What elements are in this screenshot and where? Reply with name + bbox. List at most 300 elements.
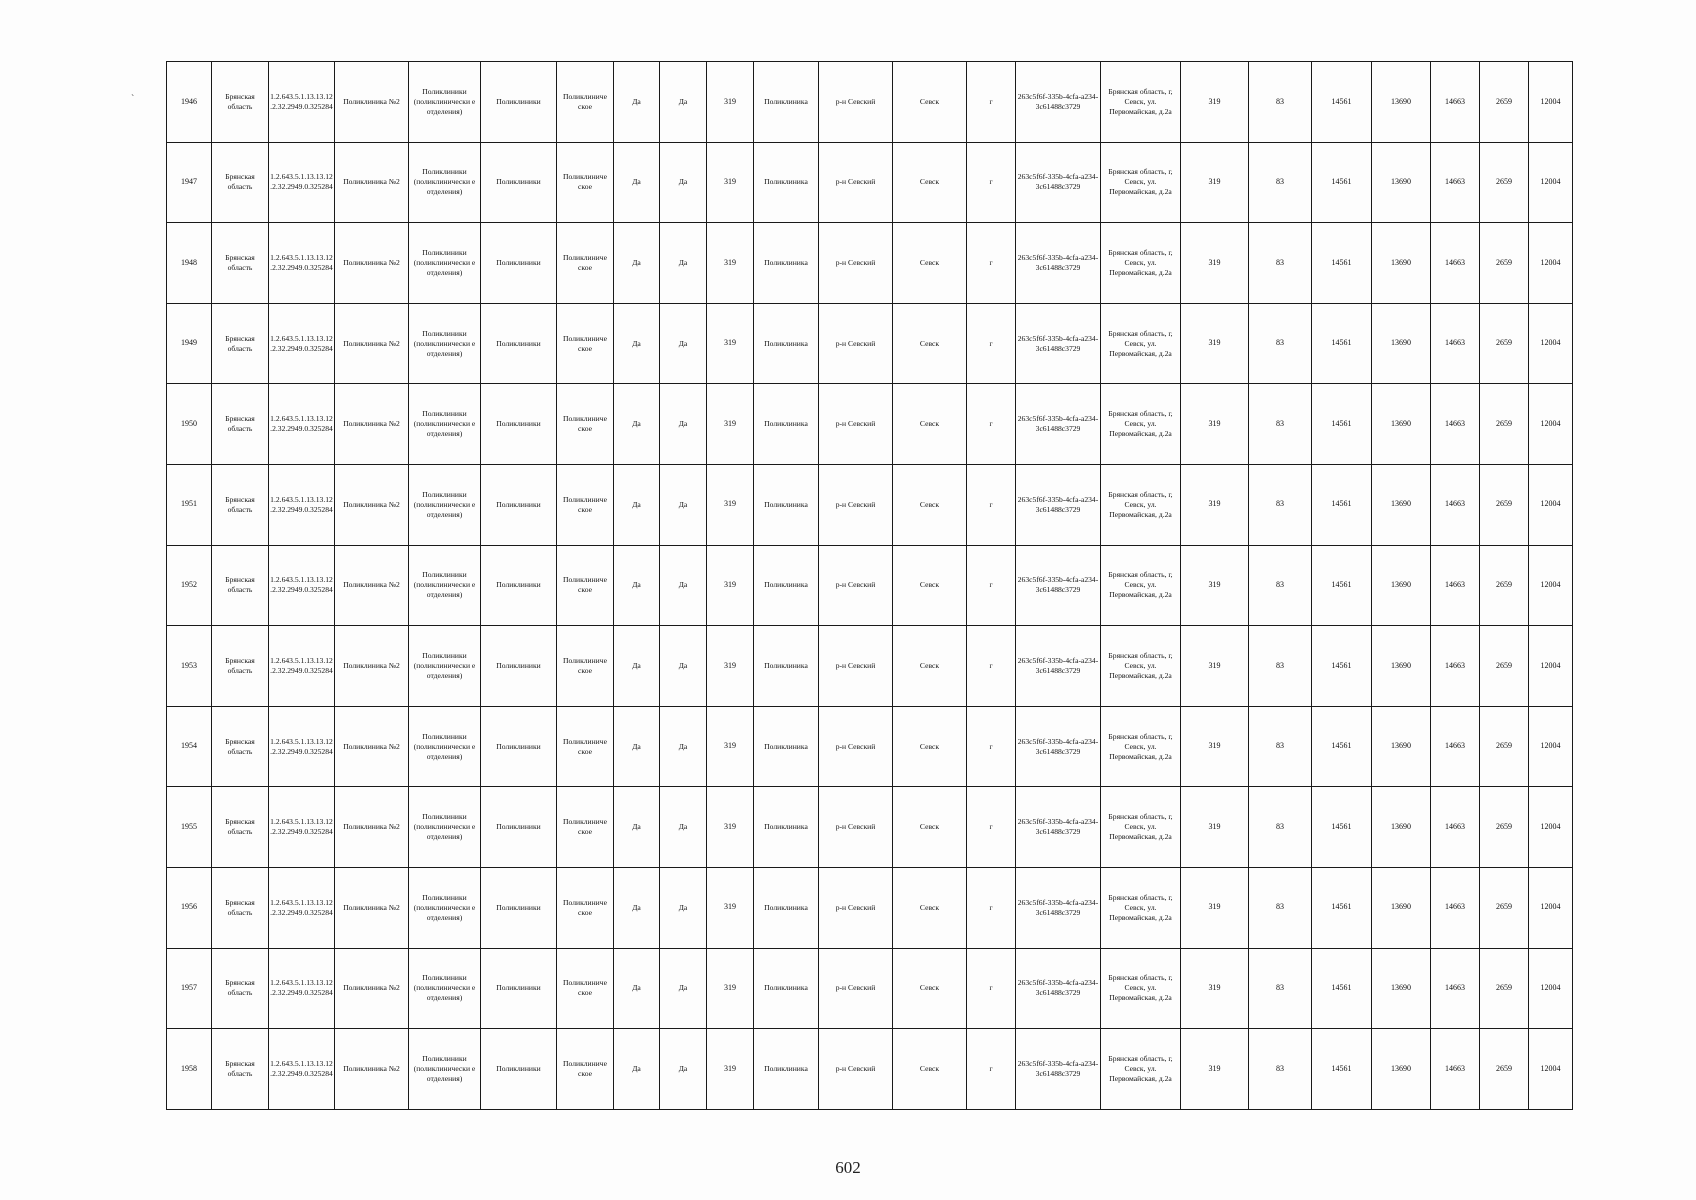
cell-v4: 13690 [1372, 223, 1431, 304]
cell-v6: 2659 [1480, 303, 1529, 384]
cell-short-name: Поликлиника №2 [335, 464, 409, 545]
cell-oid: 1.2.643.5.1.13.13.12.2.32.2949.0.325284 [269, 62, 335, 143]
cell-row-no: 1946 [167, 62, 212, 143]
cell-short-name: Поликлиника №2 [335, 787, 409, 868]
cell-flag-a: Да [614, 545, 660, 626]
cell-v6: 2659 [1480, 142, 1529, 223]
cell-city: Севск [893, 303, 967, 384]
cell-v5: 14663 [1431, 62, 1480, 143]
cell-v1: 319 [1181, 142, 1249, 223]
cell-v4: 13690 [1372, 62, 1431, 143]
cell-region: Брянская область [212, 142, 269, 223]
cell-city: Севск [893, 626, 967, 707]
cell-category: Поликлиниче ское [557, 303, 614, 384]
cell-code: 319 [707, 142, 754, 223]
cell-city: Севск [893, 464, 967, 545]
cell-full-name: Поликлиники (поликлинически е отделения) [409, 787, 481, 868]
table-row [167, 223, 1573, 304]
cell-v1: 319 [1181, 706, 1249, 787]
cell-short-name: Поликлиника №2 [335, 142, 409, 223]
cell-locality-type: г [967, 545, 1016, 626]
cell-locality-type: г [967, 303, 1016, 384]
cell-type: Поликлиники [481, 948, 557, 1029]
cell-type: Поликлиники [481, 867, 557, 948]
cell-v3: 14561 [1312, 948, 1372, 1029]
cell-full-name: Поликлиники (поликлинически е отделения) [409, 142, 481, 223]
cell-kind: Поликлиника [754, 706, 819, 787]
cell-flag-a: Да [614, 867, 660, 948]
cell-v4: 13690 [1372, 1029, 1431, 1110]
cell-code: 319 [707, 384, 754, 465]
cell-address: Брянская область, г, Севск, ул. Первомайская, д.2а [1101, 626, 1181, 707]
cell-v6: 2659 [1480, 545, 1529, 626]
cell-v6: 2659 [1480, 626, 1529, 707]
cell-city: Севск [893, 142, 967, 223]
cell-flag-b: Да [660, 787, 707, 868]
cell-address: Брянская область, г, Севск, ул. Первомайская, д.2а [1101, 867, 1181, 948]
cell-v7: 12004 [1529, 384, 1573, 465]
cell-v7: 12004 [1529, 464, 1573, 545]
cell-locality-type: г [967, 626, 1016, 707]
cell-v2: 83 [1249, 948, 1312, 1029]
cell-region: Брянская область [212, 948, 269, 1029]
cell-type: Поликлиники [481, 626, 557, 707]
table-row [167, 384, 1573, 465]
cell-flag-a: Да [614, 787, 660, 868]
cell-short-name: Поликлиника №2 [335, 62, 409, 143]
cell-v5: 14663 [1431, 706, 1480, 787]
cell-flag-a: Да [614, 303, 660, 384]
cell-code: 319 [707, 626, 754, 707]
cell-oid: 1.2.643.5.1.13.13.12.2.32.2949.0.325284 [269, 787, 335, 868]
cell-v2: 83 [1249, 706, 1312, 787]
cell-locality-type: г [967, 948, 1016, 1029]
cell-type: Поликлиники [481, 1029, 557, 1110]
cell-v6: 2659 [1480, 867, 1529, 948]
cell-flag-b: Да [660, 464, 707, 545]
cell-v2: 83 [1249, 142, 1312, 223]
cell-address: Брянская область, г, Севск, ул. Первомайская, д.2а [1101, 142, 1181, 223]
cell-district: р-н Севский [819, 948, 893, 1029]
cell-v6: 2659 [1480, 464, 1529, 545]
cell-v2: 83 [1249, 787, 1312, 868]
cell-kind: Поликлиника [754, 223, 819, 304]
cell-v4: 13690 [1372, 464, 1431, 545]
cell-category: Поликлиниче ское [557, 464, 614, 545]
cell-v2: 83 [1249, 867, 1312, 948]
table-row [167, 787, 1573, 868]
cell-v7: 12004 [1529, 948, 1573, 1029]
table-row [167, 545, 1573, 626]
cell-v1: 319 [1181, 787, 1249, 868]
cell-v7: 12004 [1529, 706, 1573, 787]
cell-v5: 14663 [1431, 384, 1480, 465]
cell-v6: 2659 [1480, 223, 1529, 304]
cell-v1: 319 [1181, 384, 1249, 465]
cell-v5: 14663 [1431, 464, 1480, 545]
cell-oid: 1.2.643.5.1.13.13.12.2.32.2949.0.325284 [269, 867, 335, 948]
cell-v2: 83 [1249, 1029, 1312, 1110]
cell-guid: 263c5f6f-335b-4cfa-a234-3c61488c3729 [1016, 948, 1101, 1029]
cell-region: Брянская область [212, 626, 269, 707]
cell-v4: 13690 [1372, 706, 1431, 787]
cell-flag-a: Да [614, 706, 660, 787]
cell-short-name: Поликлиника №2 [335, 223, 409, 304]
cell-v7: 12004 [1529, 142, 1573, 223]
cell-district: р-н Севский [819, 464, 893, 545]
cell-oid: 1.2.643.5.1.13.13.12.2.32.2949.0.325284 [269, 384, 335, 465]
cell-category: Поликлиниче ское [557, 384, 614, 465]
cell-v2: 83 [1249, 545, 1312, 626]
cell-v6: 2659 [1480, 384, 1529, 465]
registry-body [167, 62, 1573, 1110]
cell-full-name: Поликлиники (поликлинически е отделения) [409, 545, 481, 626]
cell-v7: 12004 [1529, 626, 1573, 707]
cell-row-no: 1950 [167, 384, 212, 465]
table-row [167, 867, 1573, 948]
cell-flag-b: Да [660, 223, 707, 304]
cell-region: Брянская область [212, 464, 269, 545]
cell-v1: 319 [1181, 464, 1249, 545]
cell-flag-b: Да [660, 867, 707, 948]
cell-row-no: 1949 [167, 303, 212, 384]
cell-row-no: 1954 [167, 706, 212, 787]
cell-region: Брянская область [212, 787, 269, 868]
cell-v7: 12004 [1529, 303, 1573, 384]
cell-v6: 2659 [1480, 787, 1529, 868]
cell-oid: 1.2.643.5.1.13.13.12.2.32.2949.0.325284 [269, 626, 335, 707]
cell-full-name: Поликлиники (поликлинически е отделения) [409, 948, 481, 1029]
table-row [167, 464, 1573, 545]
cell-city: Севск [893, 384, 967, 465]
cell-v2: 83 [1249, 464, 1312, 545]
cell-address: Брянская область, г, Севск, ул. Первомайская, д.2а [1101, 384, 1181, 465]
cell-flag-a: Да [614, 142, 660, 223]
cell-district: р-н Севский [819, 867, 893, 948]
cell-v4: 13690 [1372, 303, 1431, 384]
cell-full-name: Поликлиники (поликлинически е отделения) [409, 384, 481, 465]
cell-locality-type: г [967, 464, 1016, 545]
cell-v1: 319 [1181, 62, 1249, 143]
cell-guid: 263c5f6f-335b-4cfa-a234-3c61488c3729 [1016, 223, 1101, 304]
cell-v3: 14561 [1312, 545, 1372, 626]
cell-code: 319 [707, 223, 754, 304]
cell-v5: 14663 [1431, 223, 1480, 304]
cell-short-name: Поликлиника №2 [335, 948, 409, 1029]
cell-oid: 1.2.643.5.1.13.13.12.2.32.2949.0.325284 [269, 1029, 335, 1110]
cell-kind: Поликлиника [754, 626, 819, 707]
cell-short-name: Поликлиника №2 [335, 384, 409, 465]
cell-oid: 1.2.643.5.1.13.13.12.2.32.2949.0.325284 [269, 948, 335, 1029]
cell-region: Брянская область [212, 223, 269, 304]
cell-v6: 2659 [1480, 706, 1529, 787]
cell-v5: 14663 [1431, 948, 1480, 1029]
cell-address: Брянская область, г, Севск, ул. Первомайская, д.2а [1101, 1029, 1181, 1110]
cell-locality-type: г [967, 384, 1016, 465]
cell-code: 319 [707, 1029, 754, 1110]
cell-code: 319 [707, 948, 754, 1029]
cell-row-no: 1955 [167, 787, 212, 868]
cell-type: Поликлиники [481, 223, 557, 304]
cell-v1: 319 [1181, 626, 1249, 707]
table-row [167, 626, 1573, 707]
cell-v7: 12004 [1529, 62, 1573, 143]
cell-guid: 263c5f6f-335b-4cfa-a234-3c61488c3729 [1016, 545, 1101, 626]
cell-address: Брянская область, г, Севск, ул. Первомайская, д.2а [1101, 545, 1181, 626]
cell-code: 319 [707, 787, 754, 868]
cell-region: Брянская область [212, 867, 269, 948]
cell-flag-a: Да [614, 62, 660, 143]
cell-v4: 13690 [1372, 787, 1431, 868]
cell-oid: 1.2.643.5.1.13.13.12.2.32.2949.0.325284 [269, 303, 335, 384]
cell-oid: 1.2.643.5.1.13.13.12.2.32.2949.0.325284 [269, 142, 335, 223]
cell-v5: 14663 [1431, 1029, 1480, 1110]
cell-v3: 14561 [1312, 303, 1372, 384]
cell-locality-type: г [967, 62, 1016, 143]
cell-v4: 13690 [1372, 384, 1431, 465]
cell-category: Поликлиниче ское [557, 948, 614, 1029]
cell-v2: 83 [1249, 303, 1312, 384]
cell-v6: 2659 [1480, 948, 1529, 1029]
cell-locality-type: г [967, 142, 1016, 223]
cell-region: Брянская область [212, 706, 269, 787]
cell-flag-a: Да [614, 464, 660, 545]
cell-address: Брянская область, г, Севск, ул. Первомайская, д.2а [1101, 948, 1181, 1029]
cell-city: Севск [893, 787, 967, 868]
cell-v2: 83 [1249, 384, 1312, 465]
cell-v5: 14663 [1431, 545, 1480, 626]
cell-district: р-н Севский [819, 303, 893, 384]
cell-v3: 14561 [1312, 1029, 1372, 1110]
cell-locality-type: г [967, 1029, 1016, 1110]
cell-v7: 12004 [1529, 1029, 1573, 1110]
cell-row-no: 1947 [167, 142, 212, 223]
cell-locality-type: г [967, 787, 1016, 868]
cell-v6: 2659 [1480, 1029, 1529, 1110]
cell-district: р-н Севский [819, 706, 893, 787]
cell-guid: 263c5f6f-335b-4cfa-a234-3c61488c3729 [1016, 384, 1101, 465]
cell-short-name: Поликлиника №2 [335, 303, 409, 384]
cell-flag-a: Да [614, 626, 660, 707]
cell-v5: 14663 [1431, 787, 1480, 868]
cell-category: Поликлиниче ское [557, 626, 614, 707]
cell-city: Севск [893, 867, 967, 948]
cell-flag-b: Да [660, 303, 707, 384]
cell-address: Брянская область, г, Севск, ул. Первомайская, д.2а [1101, 62, 1181, 143]
cell-city: Севск [893, 706, 967, 787]
cell-flag-b: Да [660, 545, 707, 626]
cell-v3: 14561 [1312, 384, 1372, 465]
cell-type: Поликлиники [481, 62, 557, 143]
cell-flag-b: Да [660, 948, 707, 1029]
cell-oid: 1.2.643.5.1.13.13.12.2.32.2949.0.325284 [269, 464, 335, 545]
cell-flag-a: Да [614, 223, 660, 304]
cell-address: Брянская область, г, Севск, ул. Первомайская, д.2а [1101, 787, 1181, 868]
cell-oid: 1.2.643.5.1.13.13.12.2.32.2949.0.325284 [269, 223, 335, 304]
cell-v7: 12004 [1529, 545, 1573, 626]
cell-v4: 13690 [1372, 867, 1431, 948]
cell-category: Поликлиниче ское [557, 62, 614, 143]
cell-city: Севск [893, 948, 967, 1029]
cell-v1: 319 [1181, 223, 1249, 304]
cell-kind: Поликлиника [754, 464, 819, 545]
cell-code: 319 [707, 867, 754, 948]
cell-full-name: Поликлиники (поликлинически е отделения) [409, 1029, 481, 1110]
cell-v2: 83 [1249, 223, 1312, 304]
cell-flag-b: Да [660, 706, 707, 787]
cell-code: 319 [707, 464, 754, 545]
cell-type: Поликлиники [481, 384, 557, 465]
cell-district: р-н Севский [819, 626, 893, 707]
cell-full-name: Поликлиники (поликлинически е отделения) [409, 62, 481, 143]
cell-code: 319 [707, 62, 754, 143]
cell-v7: 12004 [1529, 867, 1573, 948]
cell-v3: 14561 [1312, 787, 1372, 868]
cell-district: р-н Севский [819, 787, 893, 868]
cell-guid: 263c5f6f-335b-4cfa-a234-3c61488c3729 [1016, 142, 1101, 223]
cell-v2: 83 [1249, 62, 1312, 143]
cell-kind: Поликлиника [754, 787, 819, 868]
cell-region: Брянская область [212, 62, 269, 143]
cell-guid: 263c5f6f-335b-4cfa-a234-3c61488c3729 [1016, 706, 1101, 787]
cell-row-no: 1951 [167, 464, 212, 545]
cell-guid: 263c5f6f-335b-4cfa-a234-3c61488c3729 [1016, 464, 1101, 545]
cell-row-no: 1957 [167, 948, 212, 1029]
cell-v3: 14561 [1312, 626, 1372, 707]
cell-row-no: 1948 [167, 223, 212, 304]
cell-category: Поликлиниче ское [557, 1029, 614, 1110]
cell-v3: 14561 [1312, 223, 1372, 304]
cell-flag-b: Да [660, 62, 707, 143]
stray-mark: ` [131, 94, 135, 105]
cell-guid: 263c5f6f-335b-4cfa-a234-3c61488c3729 [1016, 1029, 1101, 1110]
cell-category: Поликлиниче ское [557, 706, 614, 787]
cell-guid: 263c5f6f-335b-4cfa-a234-3c61488c3729 [1016, 303, 1101, 384]
cell-flag-a: Да [614, 384, 660, 465]
cell-short-name: Поликлиника №2 [335, 1029, 409, 1110]
cell-v1: 319 [1181, 1029, 1249, 1110]
table-row [167, 142, 1573, 223]
cell-full-name: Поликлиники (поликлинически е отделения) [409, 626, 481, 707]
cell-row-no: 1952 [167, 545, 212, 626]
cell-v2: 83 [1249, 626, 1312, 707]
cell-type: Поликлиники [481, 303, 557, 384]
cell-v3: 14561 [1312, 706, 1372, 787]
cell-city: Севск [893, 223, 967, 304]
cell-v4: 13690 [1372, 545, 1431, 626]
cell-district: р-н Севский [819, 545, 893, 626]
cell-full-name: Поликлиники (поликлинически е отделения) [409, 464, 481, 545]
table-row [167, 62, 1573, 143]
cell-district: р-н Севский [819, 223, 893, 304]
cell-locality-type: г [967, 867, 1016, 948]
cell-code: 319 [707, 706, 754, 787]
cell-short-name: Поликлиника №2 [335, 706, 409, 787]
cell-guid: 263c5f6f-335b-4cfa-a234-3c61488c3729 [1016, 626, 1101, 707]
cell-type: Поликлиники [481, 545, 557, 626]
cell-v7: 12004 [1529, 223, 1573, 304]
cell-short-name: Поликлиника №2 [335, 867, 409, 948]
registry-table [166, 61, 1573, 1110]
cell-guid: 263c5f6f-335b-4cfa-a234-3c61488c3729 [1016, 867, 1101, 948]
cell-oid: 1.2.643.5.1.13.13.12.2.32.2949.0.325284 [269, 706, 335, 787]
table-row [167, 1029, 1573, 1110]
cell-v1: 319 [1181, 948, 1249, 1029]
cell-city: Севск [893, 545, 967, 626]
cell-full-name: Поликлиники (поликлинически е отделения) [409, 303, 481, 384]
cell-region: Брянская область [212, 303, 269, 384]
cell-district: р-н Севский [819, 62, 893, 143]
table-row [167, 948, 1573, 1029]
cell-code: 319 [707, 545, 754, 626]
cell-address: Брянская область, г, Севск, ул. Первомайская, д.2а [1101, 223, 1181, 304]
page-number: 602 [835, 1158, 861, 1177]
cell-city: Севск [893, 1029, 967, 1110]
cell-full-name: Поликлиники (поликлинически е отделения) [409, 223, 481, 304]
cell-flag-b: Да [660, 1029, 707, 1110]
cell-short-name: Поликлиника №2 [335, 545, 409, 626]
cell-v4: 13690 [1372, 948, 1431, 1029]
cell-guid: 263c5f6f-335b-4cfa-a234-3c61488c3729 [1016, 787, 1101, 868]
cell-locality-type: г [967, 223, 1016, 304]
cell-flag-a: Да [614, 1029, 660, 1110]
cell-type: Поликлиники [481, 464, 557, 545]
cell-category: Поликлиниче ское [557, 545, 614, 626]
cell-full-name: Поликлиники (поликлинически е отделения) [409, 867, 481, 948]
cell-kind: Поликлиника [754, 384, 819, 465]
cell-v7: 12004 [1529, 787, 1573, 868]
cell-address: Брянская область, г, Севск, ул. Первомайская, д.2а [1101, 706, 1181, 787]
cell-region: Брянская область [212, 1029, 269, 1110]
cell-row-no: 1958 [167, 1029, 212, 1110]
cell-v3: 14561 [1312, 867, 1372, 948]
cell-category: Поликлиниче ское [557, 223, 614, 304]
cell-region: Брянская область [212, 545, 269, 626]
cell-city: Севск [893, 62, 967, 143]
cell-row-no: 1956 [167, 867, 212, 948]
cell-v6: 2659 [1480, 62, 1529, 143]
cell-type: Поликлиники [481, 706, 557, 787]
cell-kind: Поликлиника [754, 948, 819, 1029]
cell-kind: Поликлиника [754, 62, 819, 143]
cell-district: р-н Севский [819, 1029, 893, 1110]
cell-category: Поликлиниче ское [557, 142, 614, 223]
cell-type: Поликлиники [481, 142, 557, 223]
cell-flag-a: Да [614, 948, 660, 1029]
cell-oid: 1.2.643.5.1.13.13.12.2.32.2949.0.325284 [269, 545, 335, 626]
cell-kind: Поликлиника [754, 142, 819, 223]
cell-district: р-н Севский [819, 142, 893, 223]
cell-v5: 14663 [1431, 142, 1480, 223]
cell-address: Брянская область, г, Севск, ул. Первомайская, д.2а [1101, 464, 1181, 545]
cell-locality-type: г [967, 706, 1016, 787]
cell-v1: 319 [1181, 867, 1249, 948]
cell-v4: 13690 [1372, 142, 1431, 223]
cell-row-no: 1953 [167, 626, 212, 707]
cell-flag-b: Да [660, 142, 707, 223]
cell-full-name: Поликлиники (поликлинически е отделения) [409, 706, 481, 787]
cell-kind: Поликлиника [754, 867, 819, 948]
cell-v5: 14663 [1431, 626, 1480, 707]
cell-v5: 14663 [1431, 303, 1480, 384]
cell-region: Брянская область [212, 384, 269, 465]
cell-address: Брянская область, г, Севск, ул. Первомайская, д.2а [1101, 303, 1181, 384]
cell-v3: 14561 [1312, 142, 1372, 223]
cell-short-name: Поликлиника №2 [335, 626, 409, 707]
cell-v1: 319 [1181, 303, 1249, 384]
cell-kind: Поликлиника [754, 303, 819, 384]
cell-category: Поликлиниче ское [557, 867, 614, 948]
